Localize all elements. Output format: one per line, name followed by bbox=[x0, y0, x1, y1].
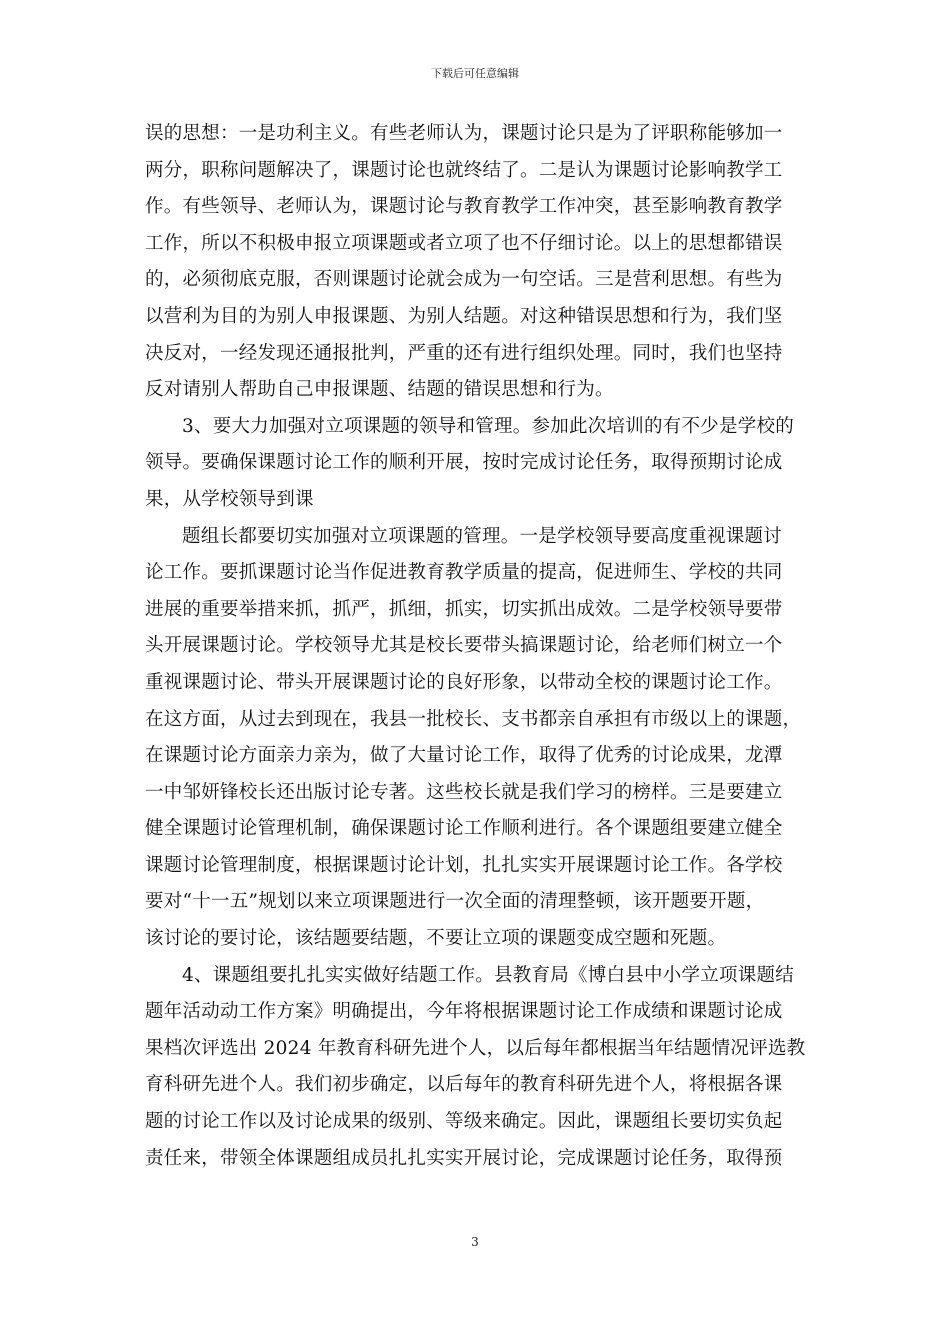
text-line: 果，从学校领导到课 bbox=[145, 488, 314, 510]
text-line: 4、课题组要扎扎实实做好结题工作。县教育局《博白县中小学立项课题结 bbox=[182, 964, 795, 986]
text-line: 责任来，带领全体课题组成员扎扎实实开展讨论，完成课题讨论任务，取得预 bbox=[145, 1147, 783, 1169]
text-line: 决反对，一经发现还通报批判，严重的还有进行组织处理。同时，我们也坚持 bbox=[145, 342, 783, 364]
text-line: 果档次评选出 2024 年教育科研先进个人，以后每年都根据当年结题情况评选教 bbox=[145, 1037, 806, 1059]
text-line: 题年活动动工作方案》明确提出，今年将根据课题讨论工作成绩和课题讨论成 bbox=[145, 1001, 783, 1023]
text-line: 误的思想：一是功利主义。有些老师认为，课题讨论只是为了评职称能够加一 bbox=[145, 123, 783, 144]
text-line: 反对请别人帮助自己申报课题、结题的错误思想和行为。 bbox=[145, 379, 614, 401]
text-line: 头开展课题讨论。学校领导尤其是校长要带头搞课题讨论，给老师们树立一个 bbox=[145, 635, 783, 657]
text-line: 课题讨论管理制度，根据课题讨论计划，扎扎实实开展课题讨论工作。各学校 bbox=[145, 854, 783, 876]
text-line: 工作，所以不积极申报立项课题或者立项了也不仔细讨论。以上的思想都错误 bbox=[145, 232, 783, 254]
text-line: 论工作。要抓课题讨论当作促进教育教学质量的提高，促进师生、学校的共同 bbox=[145, 562, 783, 584]
text-line: 进展的重要举措来抓，抓严，抓细，抓实，切实抓出成效。二是学校领导要带 bbox=[145, 598, 783, 620]
text-line: 在课题讨论方面亲力亲为，做了大量讨论工作，取得了优秀的讨论成果，龙潭 bbox=[145, 745, 783, 767]
text-line: 重视课题讨论、带头开展课题讨论的良好形象，以带动全校的课题讨论工作。 bbox=[145, 671, 783, 693]
text-line: 题组长都要切实加强对立项课题的管理。一是学校领导要高度重视课题讨 bbox=[182, 525, 783, 547]
document-body bbox=[145, 116, 805, 1177]
text-line: 领导。要确保课题讨论工作的顺利开展，按时完成讨论任务，取得预期讨论成 bbox=[145, 452, 783, 474]
text-line: 育科研先进个人。我们初步确定，以后每年的教育科研先进个人，将根据各课 bbox=[145, 1074, 783, 1096]
text-line: 题的讨论工作以及讨论成果的级别、等级来确定。因此，课题组长要切实负起 bbox=[145, 1111, 783, 1133]
page-header: 下载后可任意编辑 bbox=[431, 67, 519, 80]
text-line: 在这方面，从过去到现在，我县一批校长、支书都亲自承担有市级以上的课题， bbox=[145, 708, 802, 730]
text-line: 的，必须彻底克服，否则课题讨论就会成为一句空话。三是营利思想。有些为 bbox=[145, 269, 783, 291]
text-line: 一中邹妍锋校长还出版讨论专著。这些校长就是我们学习的榜样。三是要建立 bbox=[145, 781, 783, 803]
text-line: 该讨论的要讨论，该结题要结题，不要让立项的课题变成空题和死题。 bbox=[145, 928, 727, 950]
page-number: 3 bbox=[471, 1235, 479, 1249]
text-line: 健全课题讨论管理机制，确保课题讨论工作顺利进行。各个课题组要建立健全 bbox=[145, 818, 783, 840]
text-line: 以营利为目的为别人申报课题、为别人结题。对这种错误思想和行为，我们坚 bbox=[145, 305, 783, 327]
text-line: 3、要大力加强对立项课题的领导和管理。参加此次培训的有不少是学校的 bbox=[182, 415, 795, 437]
text-line: 要对“十一五”规划以来立项课题进行一次全面的清理整顿，该开题要开题， bbox=[145, 891, 765, 913]
text-line: 作。有些领导、老师认为，课题讨论与教育教学工作冲突，甚至影响教育教学 bbox=[145, 196, 783, 218]
text-line: 两分，职称问题解决了，课题讨论也就终结了。二是认为课题讨论影响教学工 bbox=[145, 159, 783, 181]
